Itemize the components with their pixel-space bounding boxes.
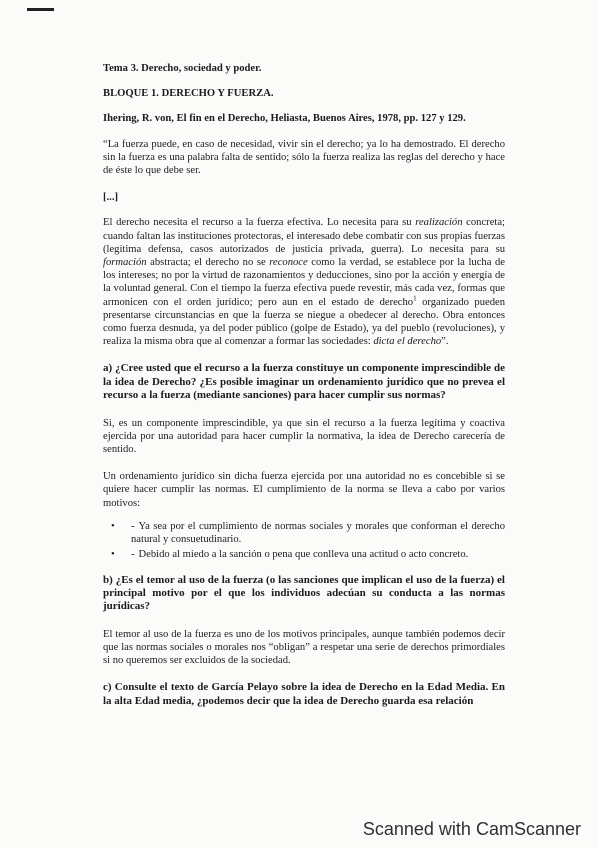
question-c: c) Consulte el texto de García Pelayo sobre la idea de Derecho en la Edad Media. En la alta Edad media, ¿podemos decir que la idea de Derecho guarda esa relación (103, 681, 505, 707)
omission-mark: [...] (103, 192, 119, 204)
passage-text-1: El derecho necesita el recurso a la fuerza efectiva. Lo necesita para su (103, 217, 416, 229)
passage-text-4: como la verdad, se establece por la lucha de los intereses; no por la virtud de razonamientos y deducciones, sino por la acción y energía de la voluntad general. Con el tiempo la fuerza efectiva puede revestir, más cada vez, formas que armonicen con el orden jurídico; pero aun en el estado de derecho (103, 257, 505, 308)
emphasis-reconoce: reconoce (269, 257, 308, 269)
source-reference: Ihering, R. von, El fin en el Derecho, Heliasta, Buenos Aires, 1978, pp. 127 y 129. (103, 113, 466, 125)
passage-text-6: ”. (441, 336, 449, 348)
list-dash: - (131, 520, 135, 532)
passage-text-5: organizado pueden presentarse circunstancias en que la fuerza se niegue a obedecer al derecho. Obra entonces como fuerza desnuda, ya del poder público (golpe de Estado), ya del pueblo (revoluciones), y realiza la misma obra que al comenzar a formar las sociedades: (103, 296, 505, 348)
answer-a-paragraph-1: Si, es un componente imprescindible, ya que sin el recurso a la fuerza legítima y coactiva ejercida por una autoridad para hacer cumplir la normativa, la idea de Derecho carecería de sentido. (103, 417, 505, 456)
quote-paragraph: “La fuerza puede, en caso de necesidad, vivir sin el derecho; ya lo ha demostrado. El derecho sin la fuerza es una palabra falta de sentido; sólo la fuerza realiza las reglas del derecho y hace de éste lo que debe ser. (103, 138, 505, 177)
block-title: BLOQUE 1. DERECHO Y FUERZA. (103, 88, 274, 100)
emphasis-realizacion: realización (415, 217, 463, 229)
passage-text-3: abstracta; el derecho no se (146, 257, 270, 269)
emphasis-formacion: formación (103, 257, 147, 269)
motive-text: Debido al miedo a la sanción o pena que conlleva una actitud o acto concreto. (138, 549, 469, 561)
emphasis-dicta-el-derecho: dicta el derecho (373, 336, 442, 348)
quote-continuation (103, 216, 505, 348)
motives-list (103, 520, 505, 562)
document-body (103, 62, 505, 722)
motive-text: Ya sea por el cumplimiento de normas sociales y morales que conforman el derecho natural y consuetudinario. (131, 520, 505, 546)
footnote-marker: 1 (413, 294, 417, 303)
topic-title: Tema 3. Derecho, sociedad y poder. (103, 63, 262, 74)
question-b: b) ¿Es el temor al uso de la fuerza (o las sanciones que implican el uso de la fuerza) el principal motivo por el que los individuos adecúan su conducta a las normas jurídicas? (103, 573, 505, 613)
list-item (103, 548, 505, 561)
question-a: a) ¿Cree usted que el recurso a la fuerza constituye un componente imprescindible de la idea de Derecho? ¿Es posible imaginar un ordenamiento jurídico que no prevea el recurso a la fuerza (mediante sanciones) para hacer cumplir sus normas? (103, 362, 505, 402)
scan-edge-mark (27, 8, 54, 11)
list-item (103, 520, 505, 546)
answer-b-paragraph: El temor al uso de la fuerza es uno de los motivos principales, aunque también podemos decir que las normas sociales o morales nos “obligan” a respetar una serie de derechos primordiales si no queremos ser excluidos de la sociedad. (103, 628, 505, 667)
list-dash: - (131, 549, 135, 561)
answer-a-paragraph-2: Un ordenamiento jurídico sin dicha fuerza ejercida por una autoridad no es concebible si se quiere hacer cumplir las normas. El cumplimiento de la norma se lleva a cabo por varios motivos: (103, 471, 505, 509)
camscanner-watermark: Scanned with CamScanner (362, 819, 581, 839)
passage-text-2: concreta; cuando faltan las instituciones protectoras, el interesado debe combatir con sus propias fuerzas (legítima defensa, casos autorizados de justicia privada, guerra). Lo necesita para su (103, 217, 505, 255)
